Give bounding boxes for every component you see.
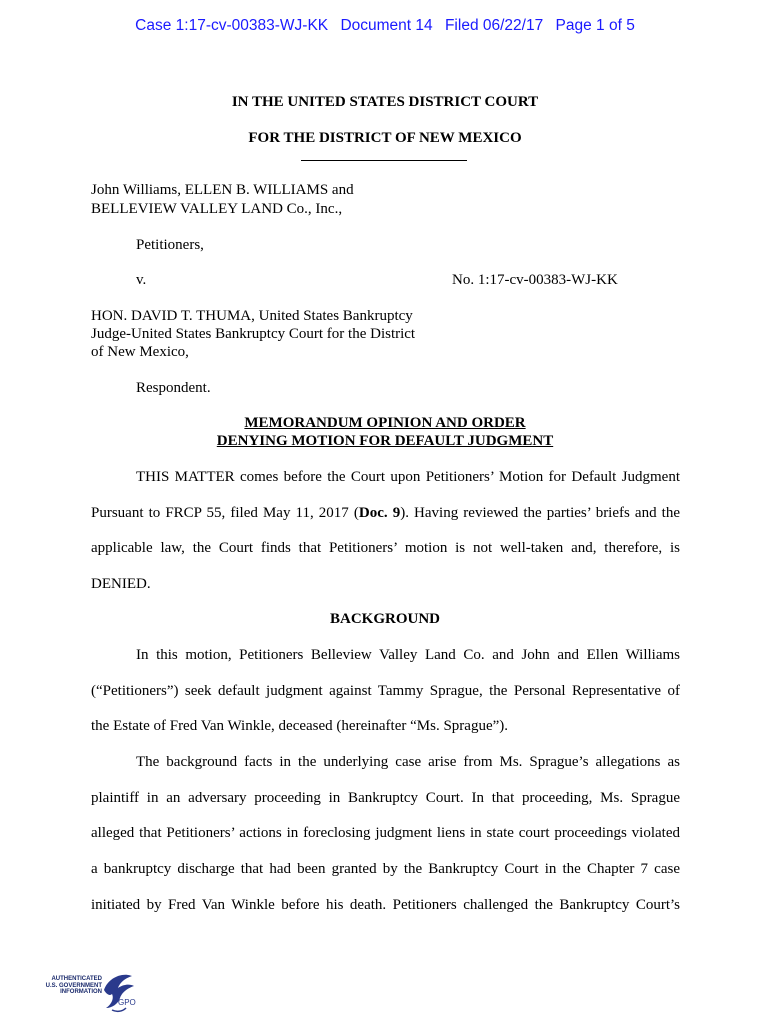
gpo-logo-text — [42, 976, 102, 996]
gpo-line-2: U.S. GOVERNMENT — [45, 982, 102, 989]
respondent-line-3: of New Mexico, — [91, 344, 189, 360]
gpo-line-3: INFORMATION — [60, 989, 102, 995]
gpo-authentication-logo — [42, 970, 136, 1016]
eagle-icon — [98, 970, 138, 1016]
respondent-line-1: HON. DAVID T. THUMA, United States Bankruptcy — [91, 308, 413, 324]
bg-p2-line-5: initiated by Fred Van Winkle before his death. Petitioners challenged the Bankruptcy Court’s — [91, 897, 680, 913]
gpo-mark: GPO — [118, 998, 136, 1007]
page-indicator: Page 1 of 5 — [555, 17, 635, 34]
section-heading-background: BACKGROUND — [329, 611, 440, 627]
bg-p1-line-3: the Estate of Fred Van Winkle, deceased (hereinafter “Ms. Sprague”). — [91, 718, 509, 734]
bg-p2-line-1: The background facts in the underlying case arise from Ms. Sprague’s allegations as — [136, 754, 680, 770]
document-title — [0, 415, 770, 432]
intro-line-1: THIS MATTER comes before the Court upon Petitioners’ Motion for Default Judgment — [136, 469, 680, 485]
bg-p1-line-1: In this motion, Petitioners Belleview Valley Land Co. and John and Ellen Williams — [136, 647, 680, 663]
case-number-header: Case 1:17-cv-00383-WJ-KK — [135, 17, 329, 34]
intro-text-c: ). Having reviewed the parties’ briefs and the — [400, 505, 680, 521]
court-district: FOR THE DISTRICT OF NEW MEXICO — [248, 130, 522, 146]
petitioners-line-1: John Williams, ELLEN B. WILLIAMS and — [91, 182, 354, 198]
bg-p2-line-2: plaintiff in an adversary proceeding in Bankruptcy Court. In that proceeding, Ms. Sprague — [91, 790, 680, 806]
document-number: Document 14 — [340, 17, 433, 34]
intro-line-3: applicable law, the Court finds that Petitioners’ motion is not well-taken and, therefore, is — [91, 540, 680, 556]
title-line-1: MEMORANDUM OPINION AND ORDER — [244, 415, 526, 431]
petitioners-role: Petitioners, — [136, 237, 204, 253]
intro-line-2 — [91, 505, 680, 522]
petitioners-line-2: BELLEVIEW VALLEY LAND Co., Inc., — [91, 201, 343, 217]
doc-reference: Doc. 9 — [358, 505, 401, 521]
respondent-line-2: Judge-United States Bankruptcy Court for the District — [91, 326, 416, 342]
bg-p2-line-4: a bankruptcy discharge that had been granted by the Bankruptcy Court in the Chapter 7 case — [91, 861, 680, 877]
intro-text-a: Pursuant to FRCP 55, filed May 11, 2017 ( — [91, 505, 359, 521]
filing-header — [0, 17, 770, 35]
bg-p2-line-3: alleged that Petitioners’ actions in foreclosing judgment liens in state court proceedings violated — [91, 825, 680, 841]
title-line-2: DENYING MOTION FOR DEFAULT JUDGMENT — [216, 433, 554, 449]
versus: v. — [136, 272, 147, 288]
intro-line-4: DENIED. — [91, 576, 151, 592]
filed-date: Filed 06/22/17 — [444, 17, 544, 34]
gpo-line-1: AUTHENTICATED — [51, 976, 102, 982]
document-subtitle — [0, 433, 770, 450]
case-number: No. 1:17-cv-00383-WJ-KK — [452, 272, 618, 288]
bg-p1-line-2: (“Petitioners”) seek default judgment against Tammy Sprague, the Personal Representative of — [91, 683, 680, 699]
court-name: IN THE UNITED STATES DISTRICT COURT — [231, 94, 539, 110]
respondent-role: Respondent. — [136, 380, 211, 396]
heading-rule — [301, 160, 467, 161]
